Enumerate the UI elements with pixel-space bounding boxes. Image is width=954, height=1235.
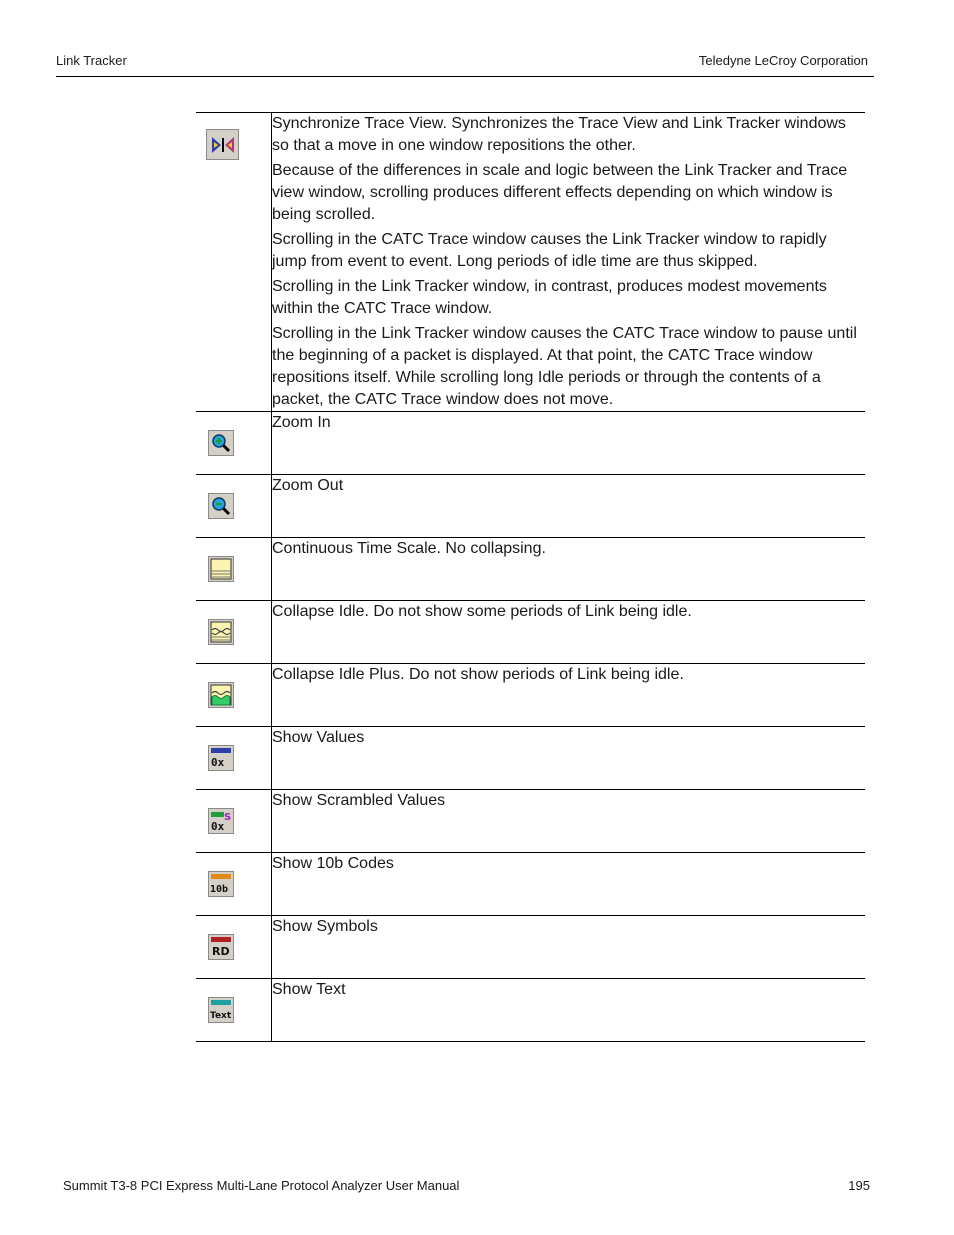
svg-text:0x: 0x (211, 820, 225, 833)
running-header-company: Teledyne LeCroy Corporation (698, 53, 868, 68)
description-paragraph: Scrolling in the Link Tracker window causes the CATC Trace window to pause until the beginning of a packet is displayed. At that point, the CATC Trace window repositions itself. While scrolling long Idle periods or through the contents of a packet, the CATC Trace window does not move. (272, 325, 857, 408)
description-paragraph: Scrolling in the CATC Trace window causes the Link Tracker window to rapidly jump from event to event. Long periods of idle time are thus skipped. (272, 231, 827, 270)
icon-cell (196, 664, 272, 727)
icon-cell (196, 113, 272, 412)
icon-cell (196, 727, 272, 790)
zoom-out-icon (208, 493, 234, 519)
table-row (196, 475, 865, 538)
icon-cell (196, 916, 272, 979)
header-divider (56, 76, 874, 77)
icon-cell (196, 979, 272, 1042)
svg-text:RD: RD (212, 945, 230, 958)
description-cell (272, 113, 866, 412)
table-row (196, 664, 865, 727)
table-row (196, 853, 865, 916)
page-number: 195 (848, 1178, 870, 1193)
collapse-idle-plus-icon (208, 682, 234, 708)
table-row (196, 412, 865, 475)
show-symbols-icon (208, 934, 234, 960)
footer-manual-title: Summit T3-8 PCI Express Multi-Lane Protocol Analyzer User Manual (63, 1178, 460, 1193)
table-row (196, 916, 865, 979)
description-cell: Collapse Idle. Do not show some periods of Link being idle. (272, 601, 866, 664)
table-row (196, 979, 865, 1042)
table-row (196, 113, 865, 412)
description-paragraph: Synchronize Trace View. Synchronizes the Trace View and Link Tracker windows so that a move in one window repositions the other. (272, 115, 846, 154)
table-row (196, 538, 865, 601)
toolbar-commands-table (196, 112, 865, 1042)
show-text-icon (208, 997, 234, 1023)
svg-text:S: S (224, 812, 232, 823)
description-cell: Show Scrambled Values (272, 790, 866, 853)
description-cell: Show Values (272, 727, 866, 790)
icon-cell (196, 601, 272, 664)
table-row (196, 727, 865, 790)
description-paragraph: Because of the differences in scale and logic between the Link Tracker and Trace view window, scrolling produces different effects depending on which window is being scrolled. (272, 162, 848, 223)
description-cell: Show Symbols (272, 916, 866, 979)
icon-cell (196, 475, 272, 538)
description-cell: Collapse Idle Plus. Do not show periods of Link being idle. (272, 664, 866, 727)
zoom-in-icon (208, 430, 234, 456)
synchronize-trace-view-icon (206, 129, 239, 160)
show-scrambled-values-icon (208, 808, 234, 834)
svg-text:10b: 10b (210, 884, 229, 895)
table-row (196, 601, 865, 664)
icon-cell (196, 853, 272, 916)
description-cell: Zoom In (272, 412, 866, 475)
show-values-icon (208, 745, 234, 771)
description-cell: Show 10b Codes (272, 853, 866, 916)
continuous-time-scale-icon (208, 556, 234, 582)
icon-cell (196, 538, 272, 601)
show-10b-codes-icon (208, 871, 234, 897)
description-cell: Show Text (272, 979, 866, 1042)
svg-text:0x: 0x (211, 756, 225, 769)
running-header-title: Link Tracker (56, 53, 127, 68)
icon-cell (196, 412, 272, 475)
collapse-idle-icon (208, 619, 234, 645)
description-cell: Continuous Time Scale. No collapsing. (272, 538, 866, 601)
svg-text:Text: Text (210, 1011, 232, 1021)
table-row (196, 790, 865, 853)
description-cell: Zoom Out (272, 475, 866, 538)
icon-cell (196, 790, 272, 853)
description-paragraph: Scrolling in the Link Tracker window, in contrast, produces modest movements within the CATC Trace window. (272, 278, 827, 317)
